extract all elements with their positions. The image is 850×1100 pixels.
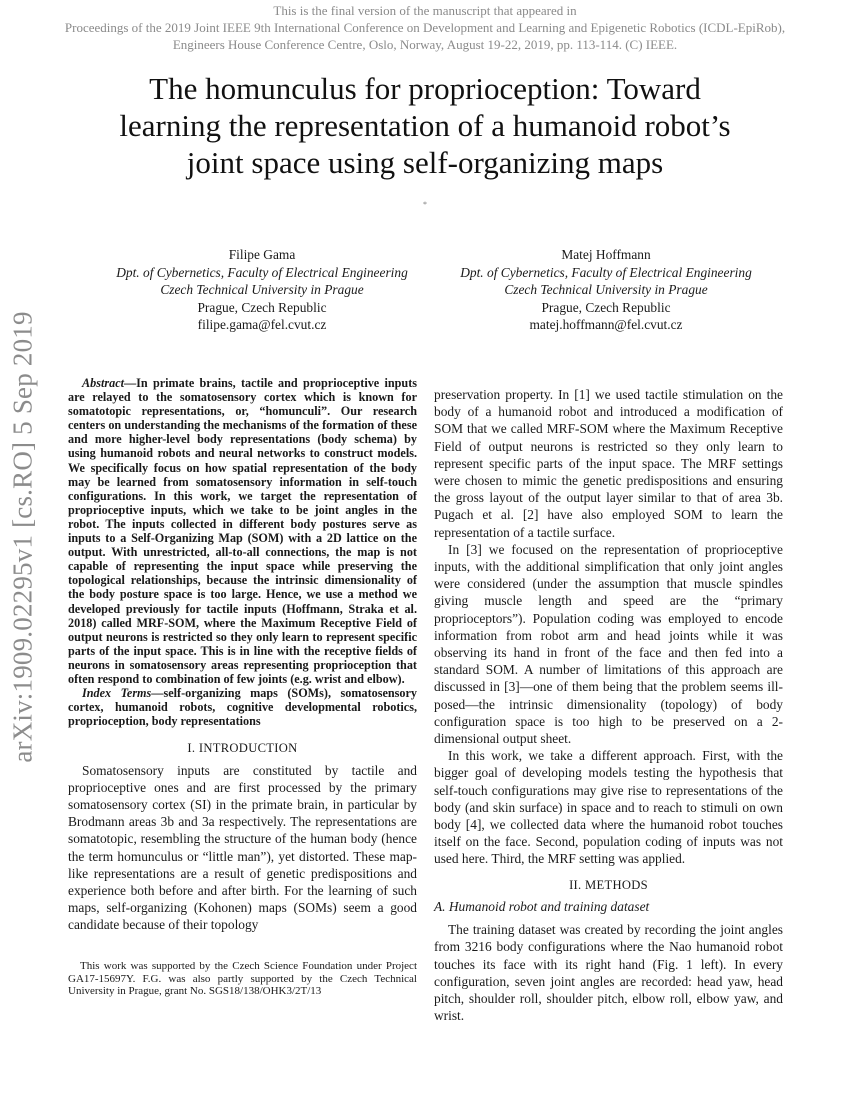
notice-line: Proceedings of the 2019 Joint IEEE 9th International Conference on Development and Learning and Epigenetic Robotics (ICDL-EpiRob), (64, 20, 786, 35)
author-university: Czech Technical University in Prague (160, 282, 364, 297)
author-block-1 (97, 246, 427, 334)
abstract (68, 376, 417, 686)
title-line: learning the representation of a humanoid robot’s (119, 108, 731, 143)
paper-title (40, 70, 810, 181)
paragraph: In [3] we focused on the representation of proprioceptive inputs, with the additional simplification that only joint angles were considered (under the assumption that muscle spindles giving muscle length and speed are the “primary proprioceptors”). Population coding was employed to encode information from robot arm and head joints while it was observing its hand in front of the face and then fed into a standard SOM. A number of limitations of this approach are discussed in [3]—one of them being that the problem seems ill-posed—the intrinsic dimensionality (topology) of body configuration space is too high to be preserved on a 2-dimensional output sheet. (434, 541, 783, 747)
notice-line: This is the final version of the manuscript that appeared in (273, 3, 577, 18)
subsection-heading: A. Humanoid robot and training dataset (434, 898, 650, 914)
section-title-rest: NTRODUCTION (203, 741, 298, 756)
left-column (68, 376, 417, 934)
index-terms (68, 686, 417, 728)
paragraph: preservation property. In [1] we used tactile stimulation on the body of a humanoid robot and introduced a modification of SOM that we called MRF-SOM where the Maximum Receptive Field of output neurons is restricted so they only learn to represent specific parts of the input space. The MRF settings were chosen to mimic the genetic predispositions and ensuring the gross layout of the output layer similar to that of area 3b. Pugach et al. [2] have also employed SOM to learn the representation of a tactile surface. (434, 387, 783, 540)
section-title-rest: ETHODS (596, 877, 648, 892)
section-heading-introduction (68, 740, 417, 757)
author-university: Czech Technical University in Prague (504, 282, 708, 297)
arxiv-id-text: arXiv:1909.02295v1 [cs.RO] 5 Sep 2019 (7, 311, 38, 763)
title-line: joint space using self-organizing maps (186, 145, 664, 180)
footnote: This work was supported by the Czech Science Foundation under Project GA17-15697Y. F.G. was also partly supported by the Czech Technical University in Prague, grant No. SGS18/138/OHK3/2T/13 (68, 960, 417, 998)
abstract-text: —In primate brains, tactile and proprioceptive inputs are relayed to the somatosensory cortex which is known for somatotopic representations, or, “homunculi”. Our research centers on understanding the mechanisms of the formation of these and more higher-level body representations (body schema) by using humanoid robots and neural networks to construct models. We specifically focus on how spatial representation of the body may be learned from somatosensory information in self-touch configurations. In this work, we target the representation of proprioceptive inputs, which we take to be joint angles in the robot. The inputs collected in different body postures serve as inputs to a Self-Organizing Map (SOM) with a 2D lattice on the output. With unrestricted, all-to-all connections, the map is not capable of representing the input space while preserving the topological relationships, because the intrinsic dimensionality of the body posture space is too large. Hence, we use a method we developed previously for tactile inputs (Hoffmann, Straka et al. 2018) called MRF-SOM, where the Maximum Receptive Field of output neurons is restricted so they only learn to represent specific parts of the input space. This is in line with the receptive fields of neurons in somatosensory areas representing proprioception that often respond to combination of few joints (e.g. wrist and elbow). (68, 376, 417, 686)
index-terms-text: —self-organizing maps (SOMs), somatosensory cortex, humanoid robots, cognitive developmental robotics, proprioception, body representations (68, 686, 417, 729)
author-location: Prague, Czech Republic (541, 299, 671, 315)
intro-paragraph: Somatosensory inputs are constituted by tactile and proprioceptive ones and are first processed by the primary somatosensory cortex (SI) in the primate brain, in particular by Brodmann areas 3b and 3a respectively. The representations are somatotopic, resembling the structure of the human body (hence the term homunculus or “little man”), yet distorted. These map-like representations are a result of genetic predispositions and experience both before and after birth. For the learning of such maps, self-organizing (Kohonen) maps (SOMs) seem a good candidate because of their topology (68, 762, 417, 933)
author-block-2 (441, 246, 771, 334)
paragraph: In this work, we take a different approach. First, with the bigger goal of developing models testing the hypothesis that self-touch configurations may give rise to representations of the body (and skin surface) in space and to reach to stimuli on own body [4], we collected data where the humanoid robot touches itself on the face. Second, population coding of inputs was not used here. Third, the MRF setting was applied. (434, 748, 783, 867)
author-location: Prague, Czech Republic (197, 299, 327, 315)
abstract-label: Abstract (82, 376, 124, 390)
section-title-initial: I (198, 741, 204, 756)
notice-line: Engineers House Conference Centre, Oslo, Norway, August 19-22, 2019, pp. 113-114. (C) IEEE. (172, 37, 678, 52)
title-mark: * (423, 200, 427, 209)
paragraph: The training dataset was created by recording the joint angles from 3216 body configurations where the Nao humanoid robot touches its face with its right hand (Fig. 1 left). In every configuration, seven joint angles are recorded: head yaw, head pitch, shoulder roll, shoulder pitch, elbow roll, elbow yaw, and wrist. (434, 922, 783, 1024)
author-name: Filipe Gama (228, 247, 296, 262)
section-title-initial: M (584, 877, 597, 892)
author-email: matej.hoffmann@fel.cvut.cz (529, 317, 683, 332)
index-terms-label: Index Terms (82, 686, 152, 701)
section-numeral: II. (569, 877, 582, 892)
title-line: The homunculus for proprioception: Toward (149, 71, 701, 106)
right-column (434, 386, 783, 1024)
author-name: Matej Hoffmann (561, 247, 651, 262)
section-numeral: I. (187, 741, 196, 756)
author-dept: Dpt. of Cybernetics, Faculty of Electrical Engineering (460, 264, 752, 280)
author-email: filipe.gama@fel.cvut.cz (197, 317, 327, 332)
author-dept: Dpt. of Cybernetics, Faculty of Electrical Engineering (116, 264, 408, 280)
section-heading-methods (434, 877, 783, 894)
publication-notice (0, 2, 850, 53)
arxiv-stamp (2, 302, 44, 772)
